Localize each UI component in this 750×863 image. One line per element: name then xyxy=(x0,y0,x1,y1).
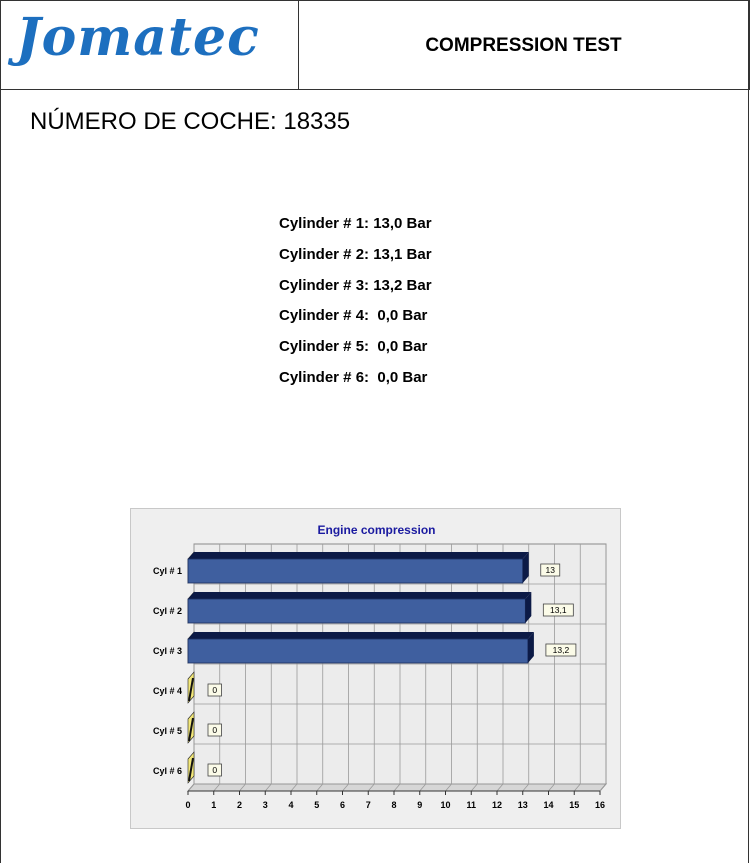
x-tick-label: 9 xyxy=(417,800,423,810)
x-tick-label: 15 xyxy=(569,800,580,810)
jomatec-logo: Jomatec xyxy=(16,7,260,68)
bar xyxy=(188,559,523,583)
x-tick-label: 2 xyxy=(236,800,243,810)
data-label: 13,1 xyxy=(550,605,567,615)
x-tick-label: 13 xyxy=(517,800,528,810)
reading-cylinder-5: Cylinder # 5: 0,0 Bar xyxy=(279,338,428,356)
data-label: 0 xyxy=(212,725,218,735)
reading-cylinder-3: Cylinder # 3: 13,2 Bar xyxy=(279,276,432,294)
y-tick-label: Cyl # 5 xyxy=(152,726,182,736)
y-tick-label: Cyl # 6 xyxy=(152,766,182,776)
bar-top-face xyxy=(188,632,534,639)
bar-top-face xyxy=(188,592,531,599)
data-label: 0 xyxy=(212,685,218,695)
reading-cylinder-2: Cylinder # 2: 13,1 Bar xyxy=(279,245,432,263)
car-number: NÚMERO DE COCHE: 18335 xyxy=(30,108,351,135)
data-label: 13,2 xyxy=(552,645,570,655)
y-tick-label: Cyl # 3 xyxy=(152,646,182,656)
x-tick-label: 8 xyxy=(391,800,397,810)
data-label: 13 xyxy=(545,565,555,575)
x-tick-label: 1 xyxy=(211,800,217,810)
chart-canvas xyxy=(131,509,622,830)
reading-cylinder-4: Cylinder # 4: 0,0 Bar xyxy=(279,307,428,325)
x-tick-label: 12 xyxy=(491,800,503,810)
x-tick-label: 6 xyxy=(339,800,346,810)
x-tick-label: 5 xyxy=(314,800,320,810)
reading-cylinder-1: Cylinder # 1: 13,0 Bar xyxy=(279,215,432,232)
document-title: COMPRESSION TEST xyxy=(425,34,622,56)
y-tick-label: Cyl # 2 xyxy=(152,606,182,616)
x-tick-label: 0 xyxy=(185,800,191,810)
x-tick-label: 3 xyxy=(262,800,268,810)
bar-top-face xyxy=(188,552,529,559)
x-tick-label: 11 xyxy=(466,800,477,810)
reading-cylinder-6: Cylinder # 6: 0,0 Bar xyxy=(279,368,428,386)
bar xyxy=(188,639,528,663)
x-tick-label: 7 xyxy=(365,800,371,810)
data-label: 0 xyxy=(212,765,218,775)
x-tick-label: 4 xyxy=(288,800,294,810)
x-tick-label: 10 xyxy=(440,800,451,810)
engine-compression-chart xyxy=(130,508,621,829)
y-tick-label: Cyl # 1 xyxy=(152,566,182,576)
bar xyxy=(188,599,525,623)
x-tick-label: 16 xyxy=(594,800,606,810)
document-header xyxy=(0,0,750,90)
y-tick-label: Cyl # 4 xyxy=(152,686,182,696)
x-tick-label: 14 xyxy=(543,800,554,810)
chart-title: Engine compression xyxy=(317,523,436,537)
logo-cell xyxy=(0,1,299,90)
cylinder-readings xyxy=(279,214,432,399)
